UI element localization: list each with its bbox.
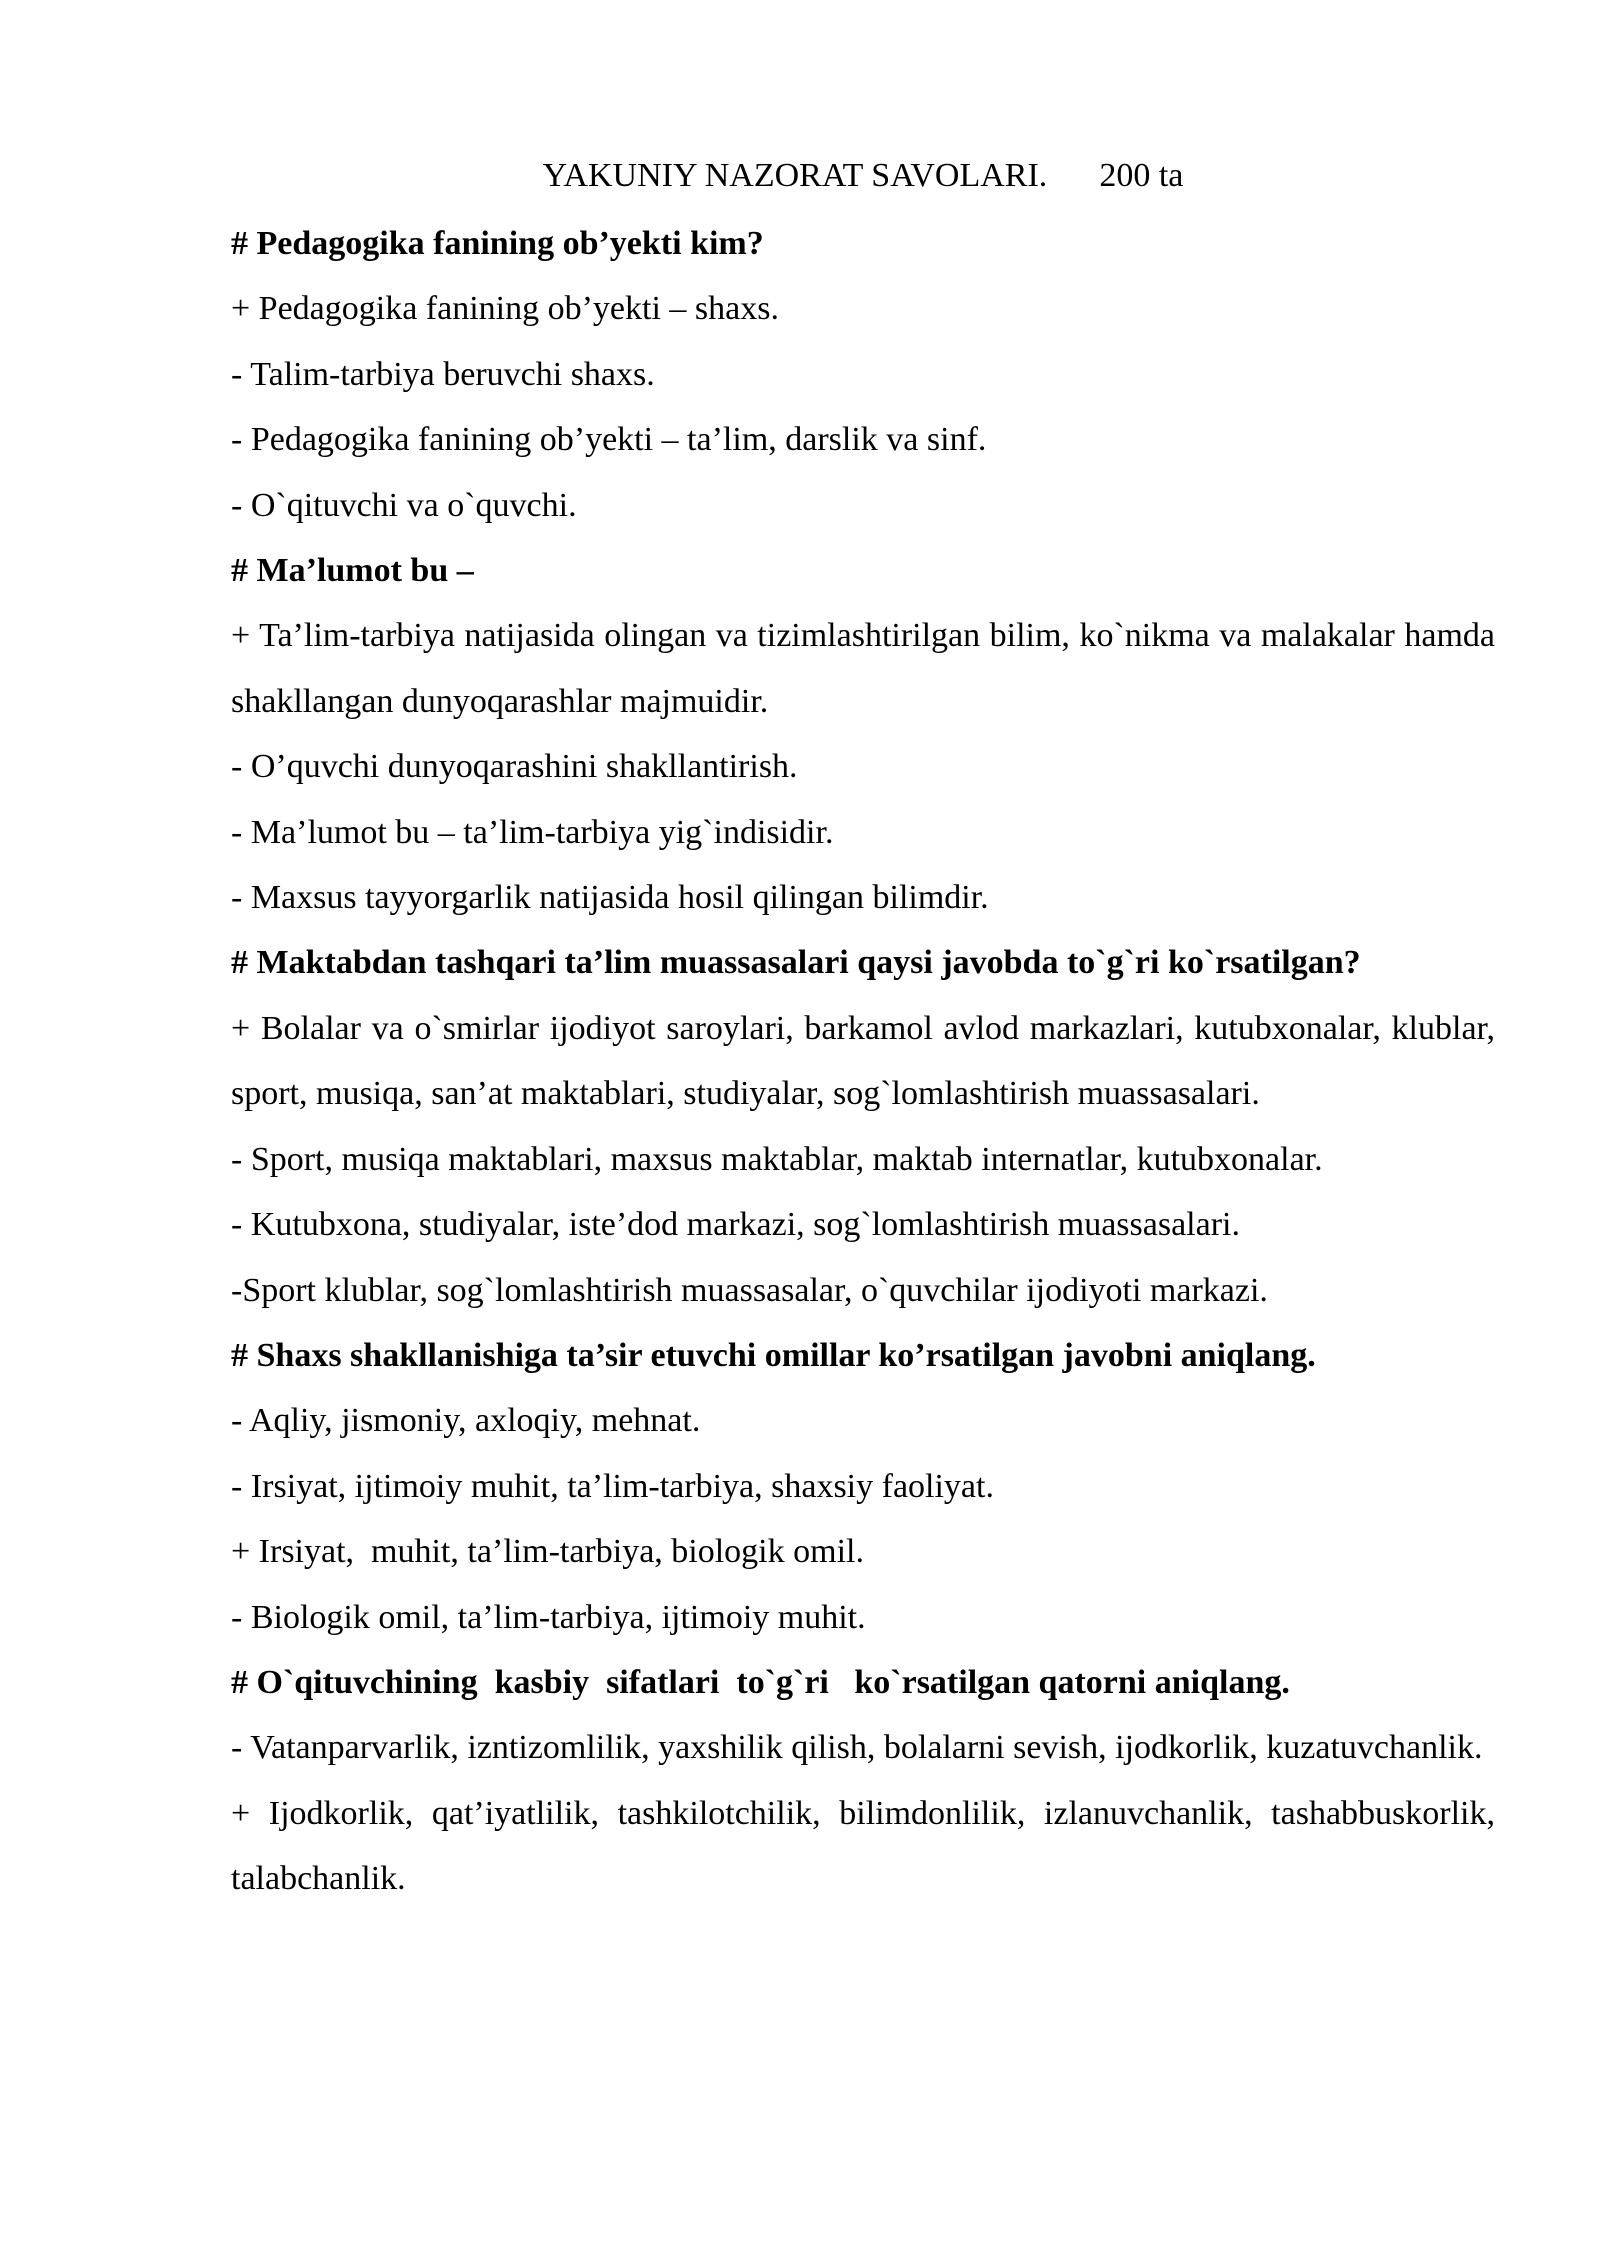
- answer-option: - Talim-tarbiya beruvchi shaxs.: [231, 355, 655, 393]
- answer-option: - Vatanparvarlik, izntizomlilik, yaxshilik qilish, bolalarni sevish, ijodkorlik, kuzatuvchanlik.: [231, 1729, 1483, 1767]
- answer-option: - Kutubxona, studiyalar, iste’dod markazi, sog`lomlashtirish muassasalari.: [231, 1206, 1240, 1244]
- answer-option: - Pedagogika fanining ob’yekti – ta’lim, darslik va sinf.: [231, 421, 987, 459]
- document-body: [231, 211, 1495, 1912]
- question-heading: # Ma’lumot bu –: [231, 552, 474, 590]
- answer-option: + Ijodkorlik, qat’iyatlilik, tashkilotchilik, bilimdonlilik, izlanuvchanlik, tashabbuskorlik, talabchanlik.: [231, 1794, 1495, 1898]
- question-heading: # Shaxs shakllanishiga ta’sir etuvchi omillar ko’rsatilgan javobni aniqlang.: [231, 1336, 1316, 1374]
- question-heading: # Pedagogika fanining ob’yekti kim?: [231, 225, 764, 262]
- answer-option: + Bolalar va o`smirlar ijodiyot saroylari, barkamol avlod markazlari, kutubxonalar, klublar, sport, musiqa, san’at maktablari, studiyalar, sog`lomlashtirish muassasalari.: [231, 1009, 1495, 1113]
- question-heading: # Maktabdan tashqari ta’lim muassasalari qaysi javobda to`g`ri ko`rsatilgan?: [231, 944, 1361, 982]
- answer-option: -Sport klublar, sog`lomlashtirish muassasalar, o`quvchilar ijodiyoti markazi.: [231, 1271, 1268, 1309]
- answer-option: - O’quvchi dunyoqarashini shakllantirish.: [231, 748, 798, 786]
- answer-option: - Maxsus tayyorgarlik natijasida hosil qilingan bilimdir.: [231, 879, 989, 917]
- answer-option: - O`qituvchi va o`quvchi.: [231, 486, 577, 524]
- answer-option: + Pedagogika fanining ob’yekti – shaxs.: [231, 290, 779, 328]
- answer-option: - Aqliy, jismoniy, axloqiy, mehnat.: [231, 1402, 701, 1440]
- question-heading: # O`qituvchining kasbiy sifatlari to`g`ri ko`rsatilgan qatorni aniqlang.: [231, 1663, 1290, 1701]
- answer-option: - Biologik omil, ta’lim-tarbiya, ijtimoiy muhit.: [231, 1598, 866, 1636]
- answer-option: - Irsiyat, ijtimoiy muhit, ta’lim-tarbiya, shaxsiy faoliyat.: [231, 1467, 994, 1505]
- answer-option: + Irsiyat, muhit, ta’lim-tarbiya, biologik omil.: [231, 1533, 864, 1571]
- answer-option: - Sport, musiqa maktablari, maxsus maktablar, maktab internatlar, kutubxonalar.: [231, 1140, 1323, 1178]
- answer-option: + Ta’lim-tarbiya natijasida olingan va tizimlashtirilgan bilim, ko`nikma va malakalar hamda shakllangan dunyoqarashlar majmuidir.: [231, 617, 1495, 720]
- question-count: 200 ta: [1099, 157, 1184, 194]
- answer-option: - Ma’lumot bu – ta’lim-tarbiya yig`indisidir.: [231, 813, 834, 851]
- title-text: YAKUNIY NAZORAT SAVOLARI.: [542, 157, 1048, 194]
- document-title: [231, 150, 1495, 202]
